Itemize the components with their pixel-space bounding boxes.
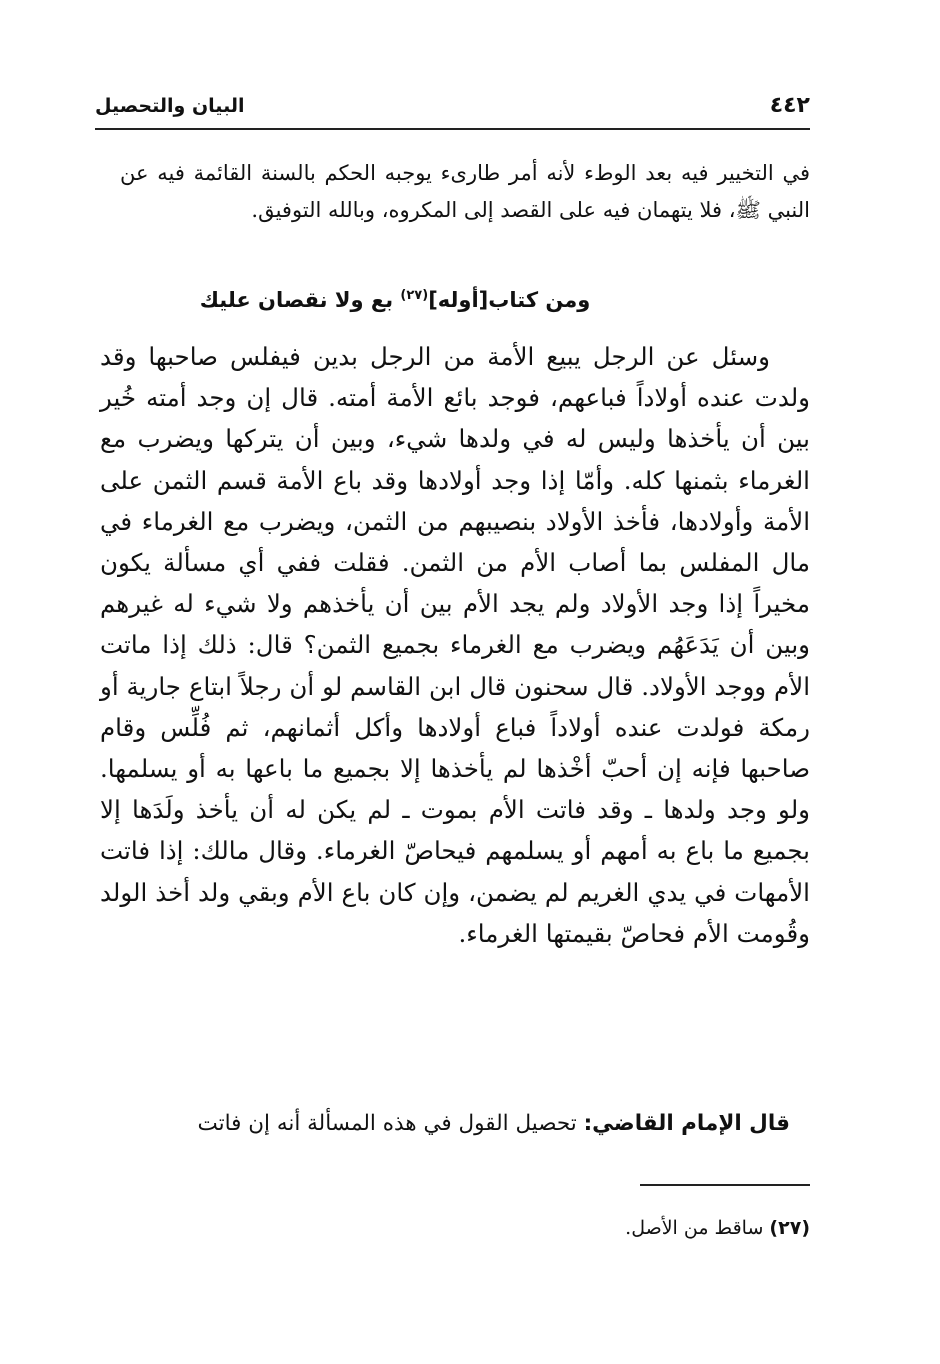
intro-paragraph: في التخيير فيه بعد الوطء لأنه أمر طارىء يوجبه الحكم بالسنة القائمة فيه عن النبي ﷺ، فلا يتهمان فيه على القصد إلى المكروه، وبالله التوفيق.: [120, 161, 810, 222]
main-text: [100, 336, 810, 954]
page-header: [95, 93, 810, 129]
section-heading-suffix: بع ولا نقصان عليك: [199, 288, 401, 312]
section-heading-prefix: ومن كتاب[أوله]: [428, 288, 591, 312]
footnote-number: (٢٧): [769, 1217, 810, 1239]
footnote-text: ساقط من الأصل.: [625, 1217, 770, 1239]
footnote-reference[interactable]: (٢٧): [400, 288, 429, 303]
commentary-paragraph: [110, 1107, 810, 1141]
footnote: [400, 1213, 810, 1243]
section-heading: [150, 279, 640, 317]
running-title: البيان والتحصيل: [95, 95, 245, 117]
header-rule: [95, 128, 810, 130]
footnote-rule: [640, 1184, 810, 1186]
commentary-text: تحصيل القول في هذه المسألة أنه إن فاتت: [197, 1111, 584, 1136]
page-number: ٤٤٢: [769, 93, 810, 118]
main-paragraph: وسئل عن الرجل يبيع الأمة من الرجل بدين فيفلس صاحبها وقد ولدت عنده أولاداً فباعهم، فوجد بائع الأمة أمته. قال إن وجد أمته خُير بين أن يأخذها وليس له في ولدها شيء، وبين أن يتركها ويضرب مع الغرماء بثمنها كله. وأمّا إذا وجد أولادها وقد باع الأمة قسم الثمن على الأمة وأولادها، فأخذ الأولاد بنصيبهم من الثمن، ويضرب مع الغرماء في مال المفلس بما أصاب الأم من الثمن. فقلت ففي أي مسألة يكون مخيراً إذا وجد الأولاد ولم يجد الأم بين أن يأخذهم ولا شيء له غيرهم وبين أن يَدَعَهُم ويضرب مع الغرماء بجميع الثمن؟ قال: ذلك إذا ماتت الأم ووجد الأولاد. قال سحنون قال ابن القاسم لو أن رجلاً ابتاع جارية أو رمكة فولدت عنده أولاداً فباع أولادها وأكل أثمانهم، ثم فُلِّس وقام صاحبها فإنه إن أحبّ أخْذها لم يأخذها إلا بجميع ما باعها به أو يسلمها. ولو وجد ولدها ـ وقد فاتت الأم بموت ـ لم يكن له أن يأخذ ولَدَها إلا بجميع ما باع به أمهم أو يسلمهم فيحاصّ الغرماء. وقال مالك: إذا فاتت الأمهات في يدي الغريم لم يضمن، وإن كان باع الأم وبقي ولد أخذ الولد وقُومت الأم فحاصّ بقيمتها الغرماء.: [100, 342, 810, 948]
commentary-speaker: قال الإمام القاضي:: [583, 1111, 790, 1136]
